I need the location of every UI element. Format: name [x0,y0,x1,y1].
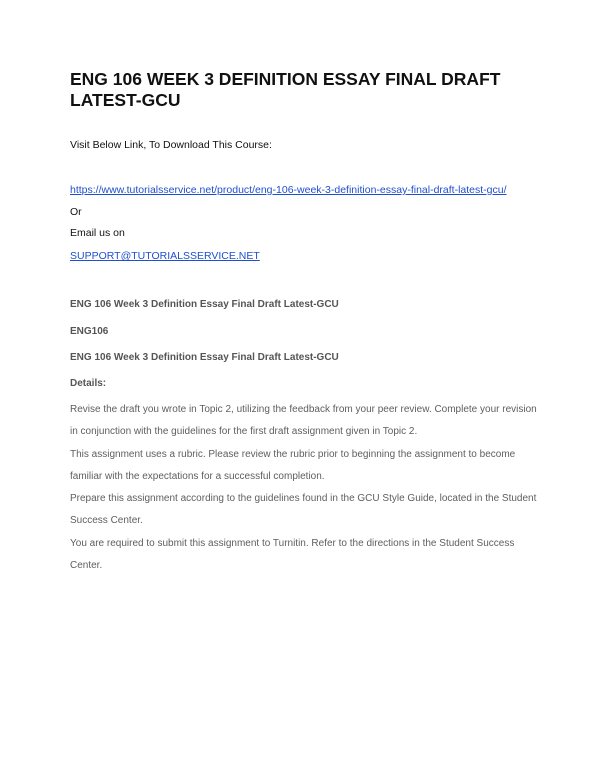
paragraph: You are required to submit this assignment to Turnitin. Refer to the directions in the Student Success Center. [70,538,515,571]
section-subheading: ENG 106 Week 3 Definition Essay Final Draft Latest-GCU [70,352,339,363]
details-label: Details: [70,378,107,389]
paragraph: This assignment uses a rubric. Please review the rubric prior to beginning the assignment to become familiar with the expectations for a successful completion. [70,449,516,482]
email-label: Email us on [70,227,125,239]
course-code: ENG106 [70,326,109,337]
section-heading: ENG 106 Week 3 Definition Essay Final Draft Latest-GCU [70,299,339,310]
paragraph: Prepare this assignment according to the guidelines found in the GCU Style Guide, located in the Student Success Center. [70,493,537,526]
document-title: ENG 106 WEEK 3 DEFINITION ESSAY FINAL DRAFT LATEST-GCU [70,69,501,110]
intro-text: Visit Below Link, To Download This Course: [70,139,272,151]
or-text: Or [70,206,82,218]
paragraph: Revise the draft you wrote in Topic 2, utilizing the feedback from your peer review. Complete your revision in conjunction with the guidelines for the first draft assignment given in Topic 2. [70,404,537,437]
email-link[interactable]: SUPPORT@TUTORIALSSERVICE.NET [70,250,260,262]
product-link[interactable]: https://www.tutorialsservice.net/product/eng-106-week-3-definition-essay-final-draft-latest-gcu/ [70,184,507,196]
